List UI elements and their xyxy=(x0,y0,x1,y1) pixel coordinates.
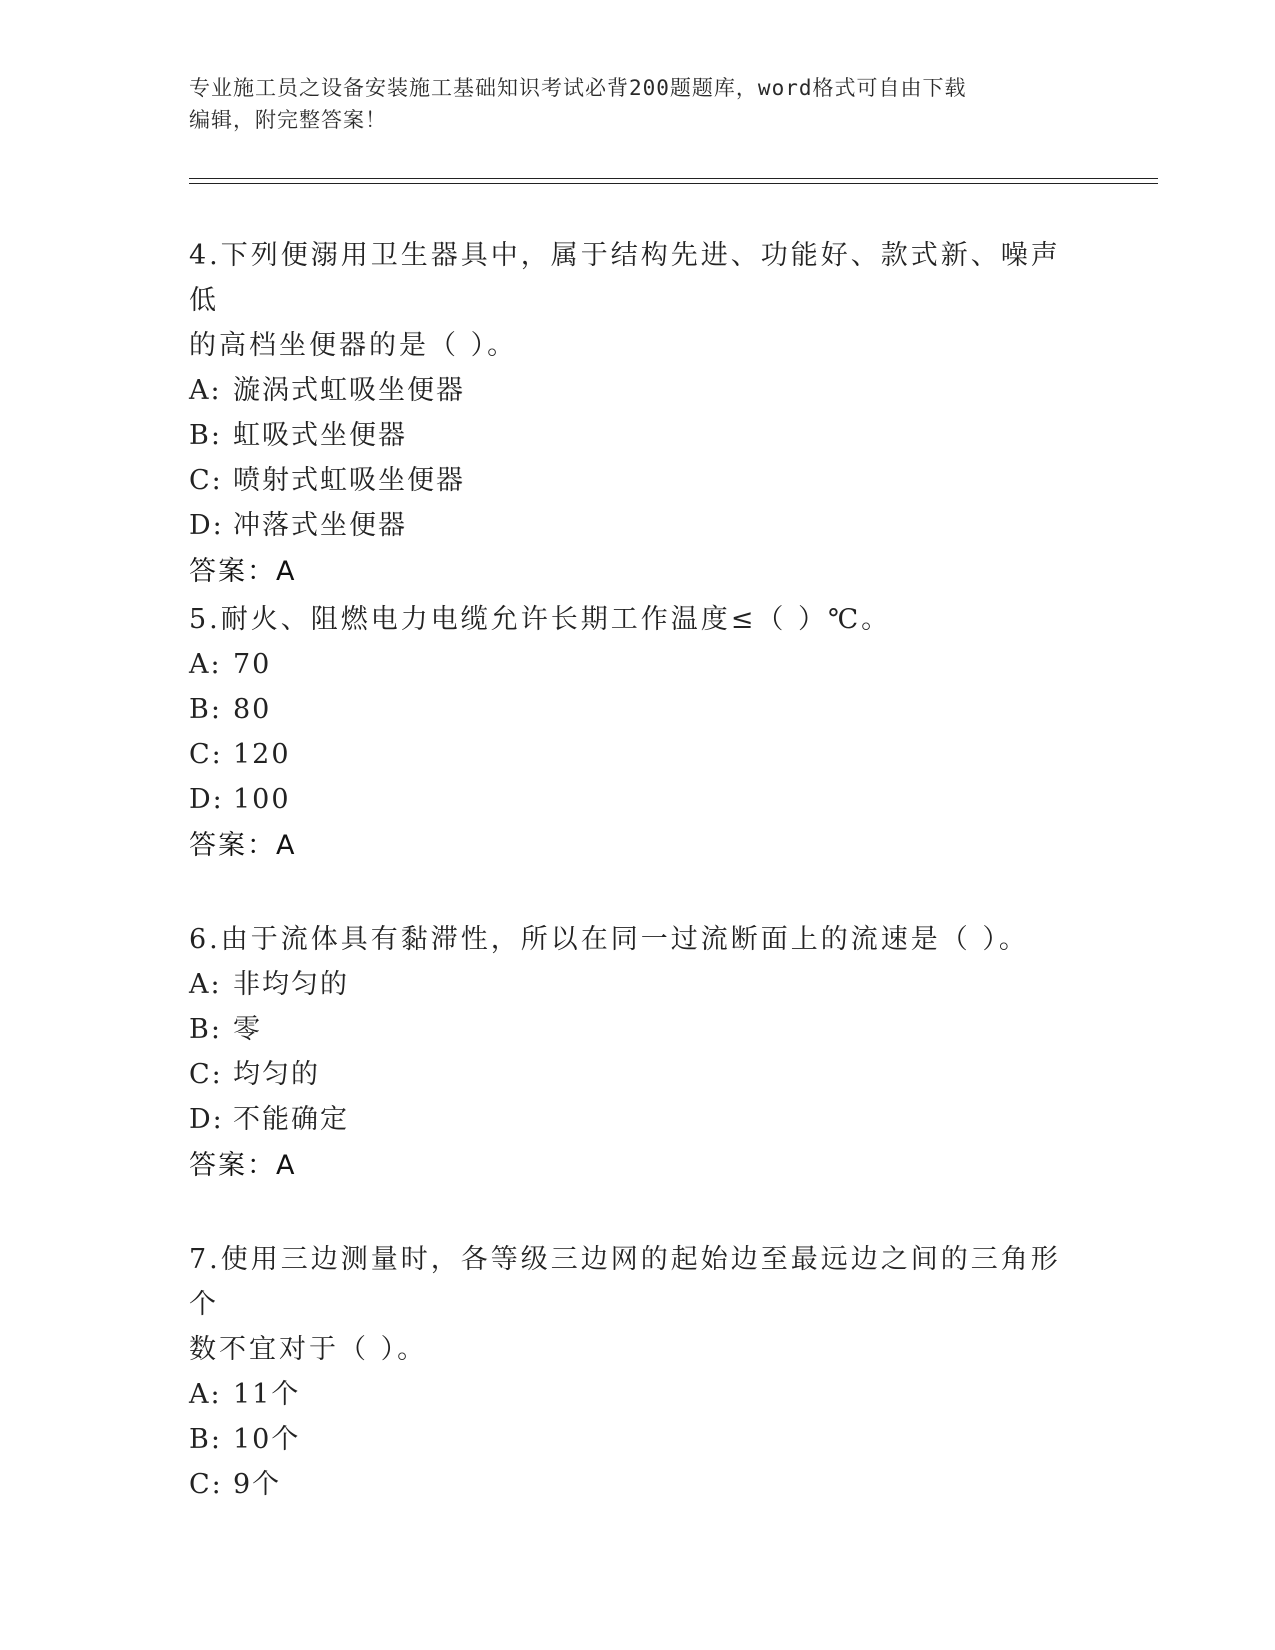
option-c xyxy=(189,1052,1089,1097)
header-divider-top xyxy=(189,178,1158,179)
option-a xyxy=(189,962,1089,1007)
option-c xyxy=(189,732,1089,777)
question-7 xyxy=(189,1237,1089,1507)
option-d xyxy=(189,1097,1089,1142)
option-key: A: xyxy=(189,1379,222,1410)
option-b xyxy=(189,687,1089,732)
answer-line: 答案：A xyxy=(189,1150,297,1181)
option-key: D: xyxy=(189,784,224,815)
option-c xyxy=(189,1462,1089,1507)
option-b xyxy=(189,1417,1089,1462)
header-title-line-1: 专业施工员之设备安装施工基础知识考试必背200题题库，word格式可自由下载 xyxy=(189,76,967,100)
answer-line: 答案：A xyxy=(189,830,297,861)
option-key: B: xyxy=(189,1014,222,1045)
option-d xyxy=(189,777,1089,822)
option-b xyxy=(189,1007,1089,1052)
header-divider-bottom xyxy=(189,183,1158,184)
option-key: B: xyxy=(189,420,222,451)
option-text: 80 xyxy=(233,694,272,725)
option-key: C: xyxy=(189,465,223,496)
option-key: C: xyxy=(189,1469,223,1500)
option-text: 漩涡式虹吸坐便器 xyxy=(233,375,465,406)
option-text: 虹吸式坐便器 xyxy=(233,420,407,451)
option-key: A: xyxy=(189,375,222,406)
option-key: D: xyxy=(189,510,224,541)
option-key: C: xyxy=(189,1059,223,1090)
option-text: 10个 xyxy=(233,1424,301,1455)
option-b xyxy=(189,413,1089,458)
option-key: B: xyxy=(189,694,222,725)
question-5 xyxy=(189,597,1089,868)
option-a xyxy=(189,1372,1089,1417)
question-4 xyxy=(189,233,1089,594)
question-stem-line-1: 6.由于流体具有黏滞性，所以在同一过流断面上的流速是（ ）。 xyxy=(189,924,1029,955)
option-text: 120 xyxy=(233,739,291,770)
option-text: 非均匀的 xyxy=(233,969,349,1000)
option-text: 9个 xyxy=(233,1469,282,1500)
option-text: 零 xyxy=(233,1014,262,1045)
document-header xyxy=(189,72,1069,136)
option-key: B: xyxy=(189,1424,222,1455)
option-text: 11个 xyxy=(233,1379,301,1410)
option-text: 冲落式坐便器 xyxy=(233,510,407,541)
question-stem-line-1: 4.下列便溺用卫生器具中，属于结构先进、功能好、款式新、噪声低 xyxy=(189,240,1061,316)
option-c xyxy=(189,458,1089,503)
question-stem-line-1: 5.耐火、阻燃电力电缆允许长期工作温度≤（ ）℃。 xyxy=(189,604,892,635)
option-key: C: xyxy=(189,739,223,770)
question-stem-line-2: 的高档坐便器的是（ ）。 xyxy=(189,330,518,361)
option-d xyxy=(189,503,1089,548)
question-stem-line-2: 数不宜对于（ ）。 xyxy=(189,1334,428,1365)
option-text: 喷射式虹吸坐便器 xyxy=(233,465,465,496)
option-key: A: xyxy=(189,969,222,1000)
question-6 xyxy=(189,917,1089,1188)
option-text: 100 xyxy=(233,784,291,815)
option-text: 70 xyxy=(233,649,272,680)
option-key: D: xyxy=(189,1104,224,1135)
question-stem-line-1: 7.使用三边测量时，各等级三边网的起始边至最远边之间的三角形个 xyxy=(189,1244,1061,1320)
header-title-line-2: 编辑，附完整答案！ xyxy=(189,108,387,132)
option-key: A: xyxy=(189,649,222,680)
option-a xyxy=(189,368,1089,413)
option-text: 不能确定 xyxy=(233,1104,349,1135)
answer-line: 答案：A xyxy=(189,556,297,587)
option-text: 均匀的 xyxy=(233,1059,320,1090)
option-a xyxy=(189,642,1089,687)
